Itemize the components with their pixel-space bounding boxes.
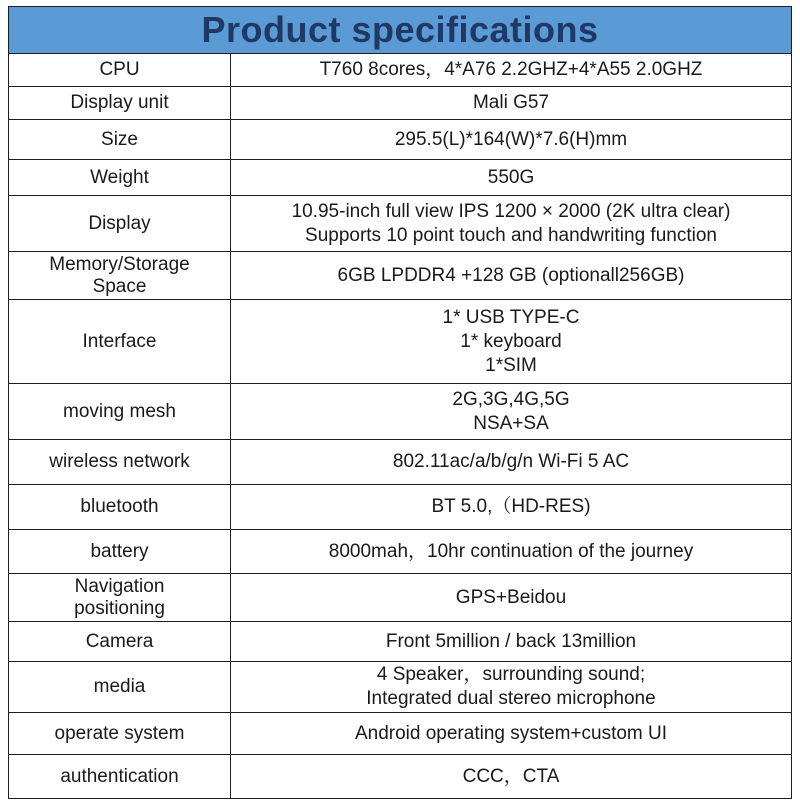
table-row xyxy=(9,300,792,384)
spec-table xyxy=(8,6,792,799)
spec-value: Supports 10 point touch and handwriting function xyxy=(305,224,717,246)
spec-value-cell xyxy=(231,160,792,196)
spec-value: Mali G57 xyxy=(472,92,550,113)
spec-label: bluetooth xyxy=(80,496,159,517)
spec-value-cell xyxy=(231,530,792,574)
table-row xyxy=(9,54,792,87)
spec-value: 6GB LPDDR4 +128 GB (optionall256GB) xyxy=(337,264,685,286)
table-row xyxy=(9,574,792,622)
spec-label: Camera xyxy=(85,630,154,652)
spec-label-cell xyxy=(9,384,231,440)
spec-value-cell xyxy=(231,440,792,485)
spec-label: authentication xyxy=(60,765,179,787)
spec-value-cell xyxy=(231,300,792,384)
spec-value-cell xyxy=(231,713,792,755)
spec-value-cell xyxy=(231,755,792,799)
spec-value: 10.95-inch full view IPS 1200 × 2000 (2K ultra clear) xyxy=(291,200,731,222)
spec-label: CPU xyxy=(99,59,140,80)
spec-label-cell xyxy=(9,196,231,252)
spec-label-cell xyxy=(9,530,231,574)
spec-label-cell xyxy=(9,713,231,755)
table-row xyxy=(9,713,792,755)
table-row xyxy=(9,120,792,160)
spec-value: 1* keyboard xyxy=(460,330,562,352)
spec-value: NSA+SA xyxy=(473,412,549,434)
spec-value-cell xyxy=(231,622,792,662)
spec-value: 802.11ac/a/b/g/n Wi-Fi 5 AC xyxy=(392,451,630,472)
spec-label: Navigation xyxy=(74,575,165,597)
spec-value-cell xyxy=(231,87,792,120)
spec-value: Integrated dual stereo microphone xyxy=(366,688,656,709)
spec-label-cell xyxy=(9,54,231,87)
table-row xyxy=(9,252,792,300)
spec-label-cell xyxy=(9,662,231,713)
spec-label: Size xyxy=(101,128,138,150)
spec-value: T760 8cores，4*A76 2.2GHZ+4*A55 2.0GHZ xyxy=(319,59,703,80)
table-row xyxy=(9,196,792,252)
spec-label: Display xyxy=(88,212,151,234)
spec-value: BT 5.0,（HD-RES) xyxy=(431,496,591,517)
spec-value-cell xyxy=(231,485,792,530)
table-row xyxy=(9,530,792,574)
spec-label-cell xyxy=(9,87,231,120)
table-row xyxy=(9,485,792,530)
spec-value: Front 5million / back 13million xyxy=(385,630,637,652)
spec-label: media xyxy=(93,676,146,697)
spec-label: Interface xyxy=(82,330,157,352)
table-title: Product specifications xyxy=(9,7,792,54)
title-row xyxy=(9,7,792,54)
spec-label: Memory/Storage xyxy=(49,253,190,275)
table-row xyxy=(9,440,792,485)
table-row xyxy=(9,384,792,440)
spec-label: operate system xyxy=(54,722,185,744)
spec-value: Android operating system+custom UI xyxy=(354,722,668,744)
spec-label: battery xyxy=(90,540,149,562)
spec-value: 550G xyxy=(487,166,535,188)
table-row xyxy=(9,160,792,196)
spec-value: 1*SIM xyxy=(485,354,537,376)
spec-value: 8000mah，10hr continuation of the journey xyxy=(328,540,694,562)
spec-value-cell xyxy=(231,252,792,300)
spec-label: wireless network xyxy=(49,451,190,472)
spec-value-cell xyxy=(231,662,792,713)
spec-value: CCC，CTA xyxy=(462,765,560,787)
spec-value-cell xyxy=(231,54,792,87)
spec-label: Space xyxy=(92,275,147,297)
spec-value: 295.5(L)*164(W)*7.6(H)mm xyxy=(394,128,628,150)
spec-label-cell xyxy=(9,120,231,160)
spec-value-cell xyxy=(231,574,792,622)
spec-value: 2G,3G,4G,5G xyxy=(452,388,570,410)
spec-value: GPS+Beidou xyxy=(455,586,567,608)
spec-label-cell xyxy=(9,485,231,530)
spec-label-cell xyxy=(9,755,231,799)
spec-label-cell xyxy=(9,300,231,384)
table-row xyxy=(9,87,792,120)
spec-label-cell xyxy=(9,574,231,622)
table-row xyxy=(9,755,792,799)
spec-label-cell xyxy=(9,160,231,196)
spec-label-cell xyxy=(9,622,231,662)
spec-value-cell xyxy=(231,120,792,160)
spec-value: 4 Speaker，surrounding sound; xyxy=(376,664,646,685)
spec-value: 1* USB TYPE-C xyxy=(442,306,580,328)
table-row xyxy=(9,622,792,662)
spec-label-cell xyxy=(9,252,231,300)
table-row xyxy=(9,662,792,713)
spec-label: positioning xyxy=(74,597,165,619)
spec-value-cell xyxy=(231,196,792,252)
spec-label: Weight xyxy=(90,166,149,188)
spec-value-cell xyxy=(231,384,792,440)
spec-label-cell xyxy=(9,440,231,485)
spec-label: moving mesh xyxy=(63,400,176,422)
spec-label: Display unit xyxy=(70,92,169,113)
